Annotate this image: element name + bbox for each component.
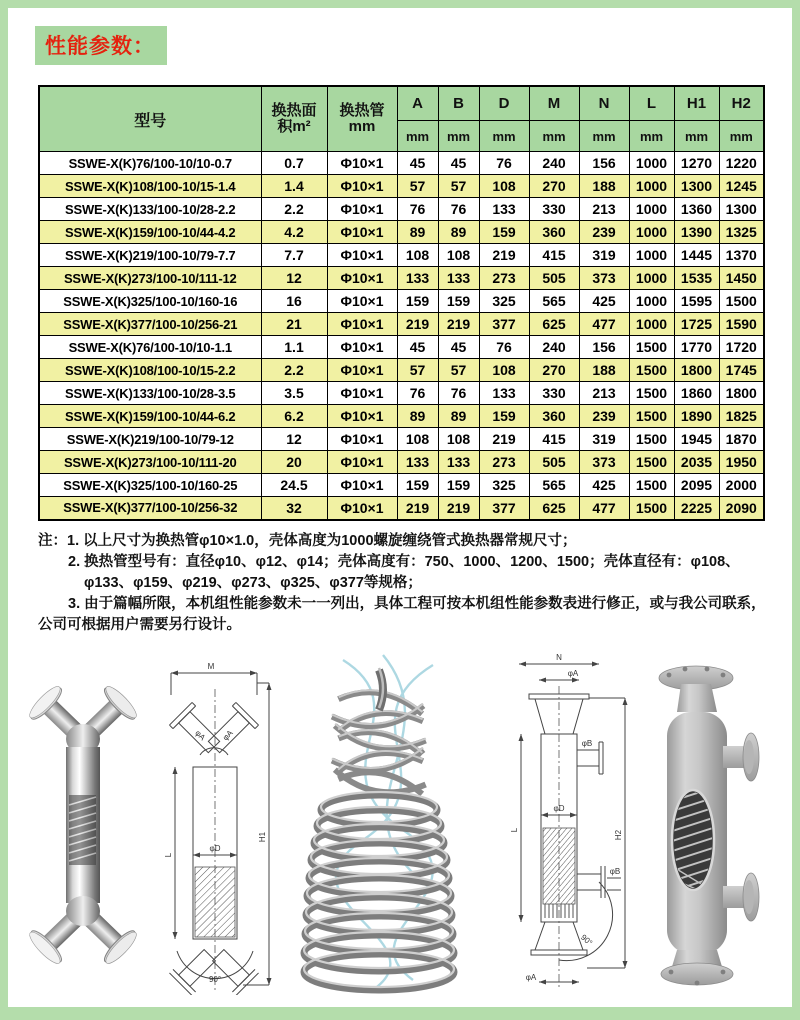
col-unit-d: mm xyxy=(479,121,529,152)
dim-label-m: M xyxy=(207,661,215,671)
model-cell: SSWE-X(K)159/100-10/44-6.2 xyxy=(39,405,261,428)
col-header-l: L xyxy=(629,86,674,121)
dim-cell: 133 xyxy=(479,382,529,405)
tube-cell: Φ10×1 xyxy=(327,267,397,290)
area-cell: 2.2 xyxy=(261,359,327,382)
dim-cell: 1590 xyxy=(719,313,764,336)
dim-cell: 373 xyxy=(579,451,629,474)
dim-cell: 1500 xyxy=(629,382,674,405)
area-label-line2: 积m² xyxy=(277,118,311,135)
tube-cell: Φ10×1 xyxy=(327,359,397,382)
dim-cell: 57 xyxy=(397,359,438,382)
tube-cell: Φ10×1 xyxy=(327,336,397,359)
dim-cell: 1800 xyxy=(674,359,719,382)
dimension-drawing-1 xyxy=(153,655,277,995)
model-cell: SSWE-X(K)133/100-10/28-2.2 xyxy=(39,198,261,221)
note-2: 2. 换热管型号有：直径φ10、φ12、φ14；壳体高度有：750、1000、1200、1500；壳体直径有：φ108、φ133、φ159、φ219、φ273、φ325、φ377等规格； xyxy=(68,553,740,591)
dim-cell: 1300 xyxy=(719,198,764,221)
tube-cell: Φ10×1 xyxy=(327,244,397,267)
header-row-top xyxy=(39,86,764,121)
dim-cell: 57 xyxy=(397,175,438,198)
dim-cell: 108 xyxy=(397,244,438,267)
dim-cell: 477 xyxy=(579,497,629,520)
dim-cell: 1825 xyxy=(719,405,764,428)
dim-cell: 625 xyxy=(529,313,579,336)
col-header-area xyxy=(261,86,327,152)
dim-cell: 325 xyxy=(479,290,529,313)
area-label-line1: 换热面 xyxy=(271,102,317,119)
dim-cell: 133 xyxy=(479,198,529,221)
dim-cell: 133 xyxy=(438,267,479,290)
dim-label-phiA-top: φA xyxy=(567,668,579,678)
area-cell: 4.2 xyxy=(261,221,327,244)
dim-cell: 1000 xyxy=(629,175,674,198)
dim-cell: 1945 xyxy=(674,428,719,451)
dim-cell: 76 xyxy=(397,198,438,221)
performance-parameters-table xyxy=(38,85,765,521)
tube-label-line1: 换热管 xyxy=(339,102,385,119)
dim-cell: 330 xyxy=(529,198,579,221)
tube-cell: Φ10×1 xyxy=(327,198,397,221)
tube-cell: Φ10×1 xyxy=(327,290,397,313)
model-cell: SSWE-X(K)325/100-10/160-16 xyxy=(39,290,261,313)
dim-cell: 1500 xyxy=(629,405,674,428)
area-cell: 32 xyxy=(261,497,327,520)
dim-cell: 477 xyxy=(579,313,629,336)
dim-cell: 1860 xyxy=(674,382,719,405)
dim-cell: 76 xyxy=(438,198,479,221)
dim-label-angle: 90° xyxy=(579,932,595,947)
dim-cell: 108 xyxy=(479,175,529,198)
dim-cell: 319 xyxy=(579,428,629,451)
dim-cell: 415 xyxy=(529,244,579,267)
table-row xyxy=(39,290,764,313)
col-unit-l: mm xyxy=(629,121,674,152)
dim-cell: 1500 xyxy=(629,359,674,382)
dim-label-phiB-bottom: φB xyxy=(609,866,621,876)
dim-cell: 213 xyxy=(579,198,629,221)
dim-cell: 1770 xyxy=(674,336,719,359)
col-unit-n: mm xyxy=(579,121,629,152)
model-cell: SSWE-X(K)377/100-10/256-21 xyxy=(39,313,261,336)
table-row xyxy=(39,359,764,382)
table-row xyxy=(39,451,764,474)
note-3: 3. 由于篇幅所限，本机组性能参数未一一列出，具体工程可按本机组性能参数表进行修正，或与我公司联系，公司可根据用户需要另行设计。 xyxy=(38,595,766,633)
dim-cell: 1000 xyxy=(629,221,674,244)
dim-cell: 373 xyxy=(579,267,629,290)
table-body xyxy=(39,152,764,520)
dim-cell: 319 xyxy=(579,244,629,267)
area-cell: 7.7 xyxy=(261,244,327,267)
dim-cell: 213 xyxy=(579,382,629,405)
table-row xyxy=(39,474,764,497)
dim-cell: 360 xyxy=(529,405,579,428)
tube-cell: Φ10×1 xyxy=(327,152,397,175)
dim-cell: 1000 xyxy=(629,152,674,175)
dim-cell: 1500 xyxy=(629,474,674,497)
col-unit-h1: mm xyxy=(674,121,719,152)
dim-cell: 45 xyxy=(438,152,479,175)
tube-cell: Φ10×1 xyxy=(327,405,397,428)
col-header-tube xyxy=(327,86,397,152)
drawn-side-nozzle-upper xyxy=(577,739,603,774)
dim-cell: 133 xyxy=(397,267,438,290)
dim-cell: 1370 xyxy=(719,244,764,267)
dim-label-phiA-bottom: φA xyxy=(525,972,537,982)
dim-cell: 1220 xyxy=(719,152,764,175)
dim-label-phiA-left: φA xyxy=(193,727,208,742)
dim-cell: 270 xyxy=(529,359,579,382)
dim-cell: 159 xyxy=(397,290,438,313)
dim-label-n: N xyxy=(556,652,562,662)
dim-cell: 133 xyxy=(438,451,479,474)
dim-cell: 76 xyxy=(438,382,479,405)
dim-cell: 219 xyxy=(438,497,479,520)
tube-cell: Φ10×1 xyxy=(327,221,397,244)
dim-label-angle: 90° xyxy=(208,974,222,984)
dim-cell: 219 xyxy=(479,244,529,267)
col-header-h1: H1 xyxy=(674,86,719,121)
model-cell: SSWE-X(K)159/100-10/44-4.2 xyxy=(39,221,261,244)
dim-cell: 625 xyxy=(529,497,579,520)
dim-cell: 325 xyxy=(479,474,529,497)
model-cell: SSWE-X(K)76/100-10/10-0.7 xyxy=(39,152,261,175)
tube-label-line2: mm xyxy=(348,118,376,135)
dim-cell: 1245 xyxy=(719,175,764,198)
col-header-d: D xyxy=(479,86,529,121)
dim-cell: 565 xyxy=(529,474,579,497)
table-row xyxy=(39,198,764,221)
dim-cell: 1500 xyxy=(629,497,674,520)
dim-cell: 1360 xyxy=(674,198,719,221)
area-cell: 1.1 xyxy=(261,336,327,359)
model-cell: SSWE-X(K)219/100-10/79-12 xyxy=(39,428,261,451)
dim-cell: 1500 xyxy=(629,428,674,451)
dim-cell: 1500 xyxy=(719,290,764,313)
dim-cell: 156 xyxy=(579,152,629,175)
dim-cell: 425 xyxy=(579,474,629,497)
dim-cell: 1000 xyxy=(629,313,674,336)
area-cell: 24.5 xyxy=(261,474,327,497)
table-row xyxy=(39,152,764,175)
dim-cell: 156 xyxy=(579,336,629,359)
dim-cell: 1450 xyxy=(719,267,764,290)
tube-cell: Φ10×1 xyxy=(327,175,397,198)
col-unit-h2: mm xyxy=(719,121,764,152)
dim-cell: 76 xyxy=(479,336,529,359)
dim-label-phiB-top: φB xyxy=(581,738,593,748)
model-cell: SSWE-X(K)325/100-10/160-25 xyxy=(39,474,261,497)
dim-cell: 1000 xyxy=(629,198,674,221)
table-row xyxy=(39,267,764,290)
col-unit-a: mm xyxy=(397,121,438,152)
dim-cell: 89 xyxy=(438,221,479,244)
dim-label-h1: H1 xyxy=(258,831,267,842)
dim-cell: 1950 xyxy=(719,451,764,474)
col-header-n: N xyxy=(579,86,629,121)
dim-cell: 45 xyxy=(438,336,479,359)
dim-label-phiD: φD xyxy=(209,843,221,853)
col-header-b: B xyxy=(438,86,479,121)
top-cone xyxy=(677,684,717,712)
page-title: 性能参数： xyxy=(35,26,167,65)
dim-cell: 1535 xyxy=(674,267,719,290)
dim-label-l: L xyxy=(510,827,519,832)
dim-cell: 1300 xyxy=(674,175,719,198)
dim-cell: 89 xyxy=(438,405,479,428)
model-cell: SSWE-X(K)108/100-10/15-1.4 xyxy=(39,175,261,198)
dim-cell: 219 xyxy=(397,313,438,336)
dim-cell: 505 xyxy=(529,267,579,290)
area-cell: 6.2 xyxy=(261,405,327,428)
note-1 xyxy=(38,531,778,552)
dim-cell: 273 xyxy=(479,267,529,290)
dim-cell: 1500 xyxy=(629,451,674,474)
dim-cell: 425 xyxy=(579,290,629,313)
area-cell: 3.5 xyxy=(261,382,327,405)
dim-cell: 2090 xyxy=(719,497,764,520)
table-row xyxy=(39,244,764,267)
dim-cell: 108 xyxy=(479,359,529,382)
table-row xyxy=(39,175,764,198)
dim-cell: 133 xyxy=(397,451,438,474)
heat-exchanger-photo xyxy=(19,655,147,995)
dim-cell: 1745 xyxy=(719,359,764,382)
dim-label-phiA-right: φA xyxy=(220,727,235,742)
dim-cell: 1870 xyxy=(719,428,764,451)
dim-cell: 240 xyxy=(529,336,579,359)
area-cell: 1.4 xyxy=(261,175,327,198)
model-cell: SSWE-X(K)108/100-10/15-2.2 xyxy=(39,359,261,382)
dim-cell: 2035 xyxy=(674,451,719,474)
area-cell: 21 xyxy=(261,313,327,336)
coil-reflection xyxy=(69,795,96,865)
dim-cell: 1445 xyxy=(674,244,719,267)
dim-cell: 2225 xyxy=(674,497,719,520)
dim-cell: 1890 xyxy=(674,405,719,428)
tube-cell: Φ10×1 xyxy=(327,382,397,405)
dim-cell: 270 xyxy=(529,175,579,198)
dim-cell: 76 xyxy=(479,152,529,175)
drawn-coil-hatch xyxy=(195,867,235,937)
model-cell: SSWE-X(K)76/100-10/10-1.1 xyxy=(39,336,261,359)
dim-cell: 1595 xyxy=(674,290,719,313)
col-header-model: 型号 xyxy=(39,86,261,152)
dim-cell: 565 xyxy=(529,290,579,313)
dim-cell: 159 xyxy=(397,474,438,497)
dim-cell: 1390 xyxy=(674,221,719,244)
upper-side-nozzle xyxy=(723,733,759,781)
dim-cell: 57 xyxy=(438,175,479,198)
y-branch-top xyxy=(26,682,140,753)
dim-cell: 505 xyxy=(529,451,579,474)
dim-cell: 188 xyxy=(579,359,629,382)
dim-cell: 1325 xyxy=(719,221,764,244)
dim-label-l: L xyxy=(164,852,173,857)
dim-cell: 89 xyxy=(397,405,438,428)
coil-bundle xyxy=(304,668,454,990)
dim-cell: 415 xyxy=(529,428,579,451)
col-unit-b: mm xyxy=(438,121,479,152)
table-row xyxy=(39,405,764,428)
dim-cell: 159 xyxy=(479,405,529,428)
dim-cell: 219 xyxy=(479,428,529,451)
dim-cell: 159 xyxy=(438,474,479,497)
dim-cell: 89 xyxy=(397,221,438,244)
table-row xyxy=(39,428,764,451)
area-cell: 12 xyxy=(261,428,327,451)
tube-cell: Φ10×1 xyxy=(327,428,397,451)
dim-cell: 108 xyxy=(438,244,479,267)
dim-cell: 1720 xyxy=(719,336,764,359)
dim-cell: 45 xyxy=(397,152,438,175)
dim-label-h2: H2 xyxy=(614,829,623,840)
dim-cell: 2000 xyxy=(719,474,764,497)
heat-exchanger-cutaway-photo xyxy=(641,650,781,995)
table-row xyxy=(39,336,764,359)
figures-row xyxy=(8,650,792,995)
dim-cell: 239 xyxy=(579,221,629,244)
dim-cell: 76 xyxy=(397,382,438,405)
dim-cell: 159 xyxy=(438,290,479,313)
dim-cell: 377 xyxy=(479,497,529,520)
model-cell: SSWE-X(K)273/100-10/111-12 xyxy=(39,267,261,290)
notes-block xyxy=(38,531,778,636)
area-cell: 0.7 xyxy=(261,152,327,175)
dim-cell: 1000 xyxy=(629,290,674,313)
note-1-text: 1. 以上尺寸为换热管φ10×1.0，壳体高度为1000螺旋缠绕管式换热器常规尺寸； xyxy=(67,532,577,549)
dim-cell: 108 xyxy=(397,428,438,451)
table-row xyxy=(39,382,764,405)
dim-cell: 108 xyxy=(438,428,479,451)
model-cell: SSWE-X(K)273/100-10/111-20 xyxy=(39,451,261,474)
tube-cell: Φ10×1 xyxy=(327,451,397,474)
area-cell: 2.2 xyxy=(261,198,327,221)
model-cell: SSWE-X(K)377/100-10/256-32 xyxy=(39,497,261,520)
area-cell: 16 xyxy=(261,290,327,313)
dim-cell: 1270 xyxy=(674,152,719,175)
model-cell: SSWE-X(K)133/100-10/28-3.5 xyxy=(39,382,261,405)
dim-cell: 1000 xyxy=(629,267,674,290)
dim-cell: 45 xyxy=(397,336,438,359)
lower-side-nozzle xyxy=(723,873,759,921)
dim-cell: 273 xyxy=(479,451,529,474)
col-unit-m: mm xyxy=(529,121,579,152)
drawn-coil-hatch xyxy=(543,828,575,904)
dim-cell: 360 xyxy=(529,221,579,244)
note-prefix: 注： xyxy=(38,532,67,549)
dim-cell: 159 xyxy=(479,221,529,244)
dim-cell: 239 xyxy=(579,405,629,428)
dim-cell: 1500 xyxy=(629,336,674,359)
dim-cell: 57 xyxy=(438,359,479,382)
dim-cell: 1000 xyxy=(629,244,674,267)
table-row xyxy=(39,313,764,336)
area-cell: 12 xyxy=(261,267,327,290)
col-header-h2: H2 xyxy=(719,86,764,121)
model-cell: SSWE-X(K)219/100-10/79-7.7 xyxy=(39,244,261,267)
col-header-a: A xyxy=(397,86,438,121)
dim-cell: 1725 xyxy=(674,313,719,336)
dim-cell: 219 xyxy=(397,497,438,520)
table-row xyxy=(39,221,764,244)
dimension-drawing-2 xyxy=(481,650,635,995)
dim-label-phiD: φD xyxy=(553,803,565,813)
dim-cell: 188 xyxy=(579,175,629,198)
spiral-coil-photo xyxy=(283,650,475,995)
dim-cell: 240 xyxy=(529,152,579,175)
col-header-m: M xyxy=(529,86,579,121)
dim-cell: 2095 xyxy=(674,474,719,497)
dim-cell: 219 xyxy=(438,313,479,336)
table-row xyxy=(39,497,764,520)
dim-cell: 330 xyxy=(529,382,579,405)
dim-cell: 1800 xyxy=(719,382,764,405)
area-cell: 20 xyxy=(261,451,327,474)
dim-cell: 377 xyxy=(479,313,529,336)
tube-cell: Φ10×1 xyxy=(327,313,397,336)
tube-cell: Φ10×1 xyxy=(327,474,397,497)
tube-cell: Φ10×1 xyxy=(327,497,397,520)
